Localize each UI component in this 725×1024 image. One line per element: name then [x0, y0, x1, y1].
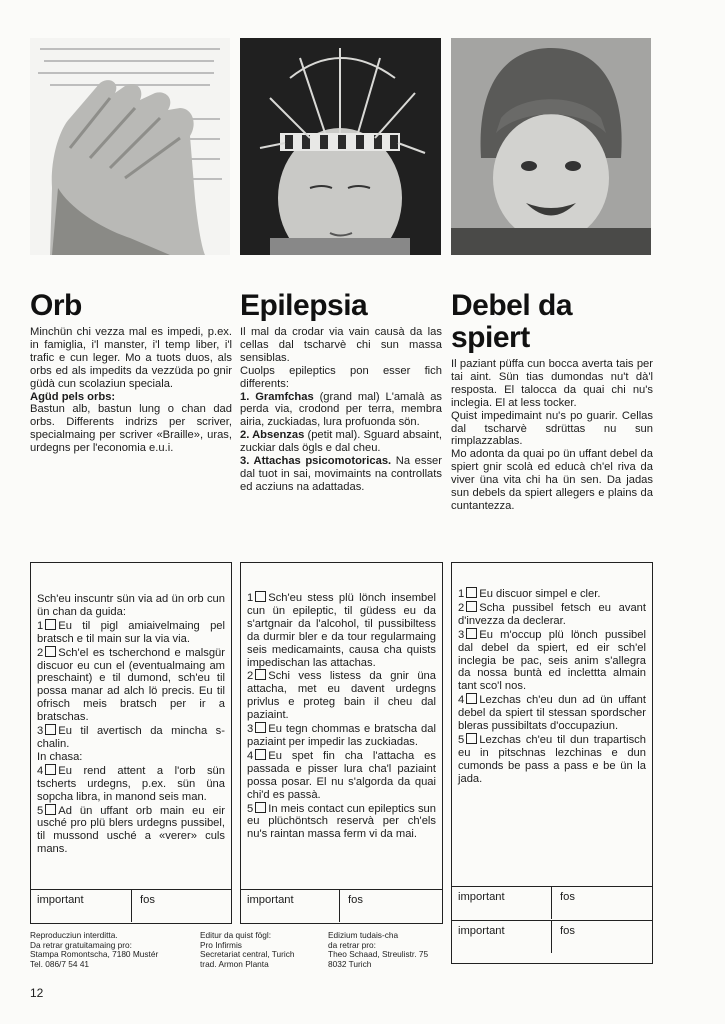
bold-term: 3. Attachas psicomotoricas. — [240, 455, 392, 468]
item-number: 1 — [458, 588, 465, 600]
page-number: 12 — [30, 986, 44, 1000]
checklist-text — [37, 593, 225, 619]
fos-label: fos — [560, 891, 575, 903]
important-label: important — [458, 891, 505, 903]
checklist-item — [458, 693, 646, 733]
text-run: Il mal da crodar via vain causà da las cellas dal tscharvè chi sun massa sensiblas. — [240, 326, 442, 364]
checkbox[interactable] — [255, 749, 266, 760]
text-orb — [30, 326, 232, 455]
item-number: 1 — [247, 592, 254, 604]
item-number: 3 — [458, 628, 465, 641]
paragraph — [30, 403, 232, 455]
checklist-item — [247, 722, 436, 749]
paragraph — [30, 391, 232, 404]
credits-reproduction: Reproducziun interditta. Da retrar gratuitamaing pro: Stampa Romontscha, 7180 Mustér Tel. 086/7 54 41 — [30, 930, 159, 969]
paragraph — [240, 429, 442, 455]
paragraph — [451, 358, 653, 410]
item-text: Eu tegn chommas e bratscha dal paziaint per impedir las zuckiadas. — [247, 723, 436, 748]
checklist-item — [247, 591, 436, 669]
checkbox[interactable] — [255, 722, 266, 733]
checklist-epilepsia — [241, 563, 442, 841]
bold-term: 1. Gramfchas — [240, 390, 314, 403]
checklist-item — [247, 669, 436, 722]
paragraph — [240, 326, 442, 365]
item-number: 4 — [37, 764, 44, 777]
checklist-item — [247, 749, 436, 802]
item-text: Schi vess listess da gnir üna attacha, met eu davent urdegns privlus e proteg bain il cheu dal paziaint. — [247, 670, 436, 722]
item-text: Eu spet fin cha l'attacha es passada e pisser lura cha'l paziaint possa posar. El nu s'algorda da quai chi'd es passà. — [247, 749, 436, 801]
bold-term: 2. Absenzas — [240, 429, 305, 442]
checkbox[interactable] — [45, 646, 56, 657]
item-number: 5 — [247, 802, 254, 815]
item-number: 1 — [37, 619, 44, 632]
item-text: Eu discuor simpel e cler. — [479, 588, 601, 600]
item-number: 3 — [37, 725, 44, 738]
answer-row — [241, 889, 442, 922]
paragraph — [30, 326, 232, 391]
credits-editor: Editur da quist fögl: Pro Infirmis Secretariat central, Turich trad. Armon Planta — [200, 930, 295, 969]
answer-row — [452, 886, 652, 919]
checklist-item — [247, 802, 436, 842]
text-run: Il paziant püffa cun bocca averta tais per tai aint. Sün tias dumondas nu't dà'l resposta. El talocca da quai chi nu's inclegia. El at less tocker. — [451, 358, 653, 409]
checklist-item — [37, 764, 225, 804]
checklist-box-orb — [30, 562, 232, 924]
item-text: Eu m'occup plü lönch pussibel dal debel da spiert, ed eir sch'el inclegia be pac, seis anim s'allegra da nossa buntà ed inclettta almain tant sco'l nos. — [458, 628, 646, 693]
checklist-item — [458, 601, 646, 628]
text-epilepsia — [240, 326, 442, 494]
credits-german-edition: Edizium tudais-cha da retrar pro: Theo Schaad, Streulistr. 75 8032 Turich — [328, 930, 429, 969]
checkbox[interactable] — [466, 628, 477, 639]
checkbox[interactable] — [255, 669, 266, 680]
checkbox[interactable] — [255, 802, 266, 813]
heading-debel-da-spiert: Debel da spiert — [451, 289, 573, 354]
item-text: Scha pussibel fetsch eu avant d'invezza da declerar. — [458, 601, 646, 627]
checklist-item — [37, 646, 225, 724]
paragraph — [451, 448, 653, 513]
fos-label: fos — [560, 925, 575, 937]
item-text: Lezchas ch'eu til dun trapartisch eu in pitschnas lezchinas e dun cumonds be pass a pass e be ün la jada. — [458, 733, 646, 785]
column-epilepsia — [240, 290, 442, 494]
checkbox[interactable] — [466, 693, 477, 704]
paragraph — [240, 455, 442, 494]
item-number: 3 — [247, 723, 254, 736]
column-debel — [451, 290, 653, 513]
checkbox[interactable] — [466, 587, 477, 598]
photo-smiling-child — [451, 38, 651, 255]
item-text: Sch'eu stess plü lönch insembel cun ün epileptic, til güdess eu da s'artgnair da l'alcohol, til pussibiltess da durmir bler e da tour regularmaing seis medicamaints, causa cha quists impedischan las attachas. — [247, 592, 436, 669]
text-run: Quist impedimaint nu's po guarir. Cellas dal tscharvè sdrüttas nu sun rimplazzablas. — [451, 409, 653, 448]
checklist-debel — [452, 563, 652, 786]
text-run: Na esser dal tuot in sai, movimaints na controllats ed acziuns na adattadas. — [240, 455, 442, 493]
checklist-item — [458, 733, 646, 786]
important-label: important — [458, 925, 505, 937]
bold-term: Agüd pels orbs: — [30, 390, 116, 403]
text-run: Minchün chi vezza mal es impedi, p.ex. in famiglia, i'l manster, i'l temp liber, i'l trafic e cun leger. Mo a tuots duos, als orbs ed als impedits da vezzüda po gnir güdà cun scolaziun speciala. — [30, 326, 232, 390]
checkbox[interactable] — [466, 733, 477, 744]
heading-epilepsia: Epilepsia — [240, 289, 368, 322]
fos-label: fos — [140, 894, 155, 906]
item-text: Eu rend attent a l'orb sün tscherts urdegns, p.ex. sün üna sopcha libra, in manond seis man. — [37, 764, 225, 803]
checklist-box-epilepsia — [240, 562, 443, 924]
text-run: (grand mal) L'amalà as perda via, crodond per terra, membra airia, zuckiadas, lura profuonda sön. — [240, 390, 443, 429]
checkbox[interactable] — [255, 591, 266, 602]
photo-boy-electrodes — [240, 38, 441, 255]
checklist-box-debel — [451, 562, 653, 964]
checklist-item — [458, 628, 646, 694]
checklist-text — [37, 751, 225, 764]
heading-orb: Orb — [30, 289, 82, 322]
paragraph — [451, 410, 653, 449]
item-text: Eu til pigl amiaivelmaing pel bratsch e til main sur la via via. — [37, 619, 225, 645]
item-text: Eu til avertisch da mincha s-chalin. — [37, 725, 225, 750]
checkbox[interactable] — [466, 601, 477, 612]
checklist-orb — [31, 563, 231, 856]
item-text: In chasa: — [37, 750, 83, 763]
item-number: 4 — [247, 749, 254, 762]
important-label: important — [37, 894, 84, 906]
item-number: 2 — [458, 601, 465, 614]
checklist-item — [37, 804, 225, 857]
text-run: Cuolps epileptics pon esser fich differents: — [240, 364, 442, 390]
checklist-item — [458, 587, 646, 601]
checkbox[interactable] — [45, 724, 56, 735]
answer-row — [452, 920, 652, 953]
item-number: 2 — [37, 646, 44, 659]
answer-row — [31, 889, 231, 922]
item-number: 5 — [37, 804, 44, 817]
text-run: (petit mal). Sguard absaint, zuckiar dals ögls e dal cheu. — [240, 429, 442, 455]
item-text: Sch'el es tscherchond e malsgür discuor eu cun el (eventualmaing am preschaint) e til dumond, sch'eu til possa manar ad alch lö precis. Eu til ofrisch meis bratsch per ir a bratschas. — [37, 646, 225, 724]
checklist-item — [37, 619, 225, 646]
checkbox[interactable] — [45, 619, 56, 630]
checkbox[interactable] — [45, 804, 56, 815]
item-text: In meis contact cun epileptics sun eu plüchöntsch reservà per ch'els nu's raintan massa ferm vi da mai. — [247, 802, 436, 841]
item-text: Sch'eu inscuntr sün via ad ün orb cun ün chan da guida: — [37, 593, 225, 618]
text-run: Mo adonta da quai po ün uffant debel da spiert gnir scolà ed educà ch'el riva da viver üna vita chi ha ün sen. Da jadas sun debels da spiert allegers e plains da cuntantezza. — [451, 448, 653, 512]
checklist-item — [37, 724, 225, 751]
text-run: Bastun alb, bastun lung o chan dad orbs. Differents indrizs per scriver, specialmaing per scriver «Braille», uras, urdegns per l'economia e.u.i. — [30, 403, 232, 455]
fos-label: fos — [348, 894, 363, 906]
column-orb — [30, 290, 232, 455]
item-number: 4 — [458, 694, 465, 707]
text-debel — [451, 358, 653, 513]
item-text: Lezchas ch'eu dun ad ün uffant debel da spiert til stessan spordscher bleras pussibiltats d'occupaziun. — [458, 694, 646, 733]
checkbox[interactable] — [45, 764, 56, 775]
important-label: important — [247, 894, 294, 906]
item-number: 2 — [247, 670, 254, 683]
item-number: 5 — [458, 733, 465, 746]
paragraph — [240, 365, 442, 391]
photo-hand-braille — [30, 38, 230, 255]
item-text: Ad ün uffant orb main eu eir usché pro plü blers urdegns pussibel, til mussond usché a «verer» culs mans. — [37, 804, 225, 856]
paragraph — [240, 391, 442, 430]
